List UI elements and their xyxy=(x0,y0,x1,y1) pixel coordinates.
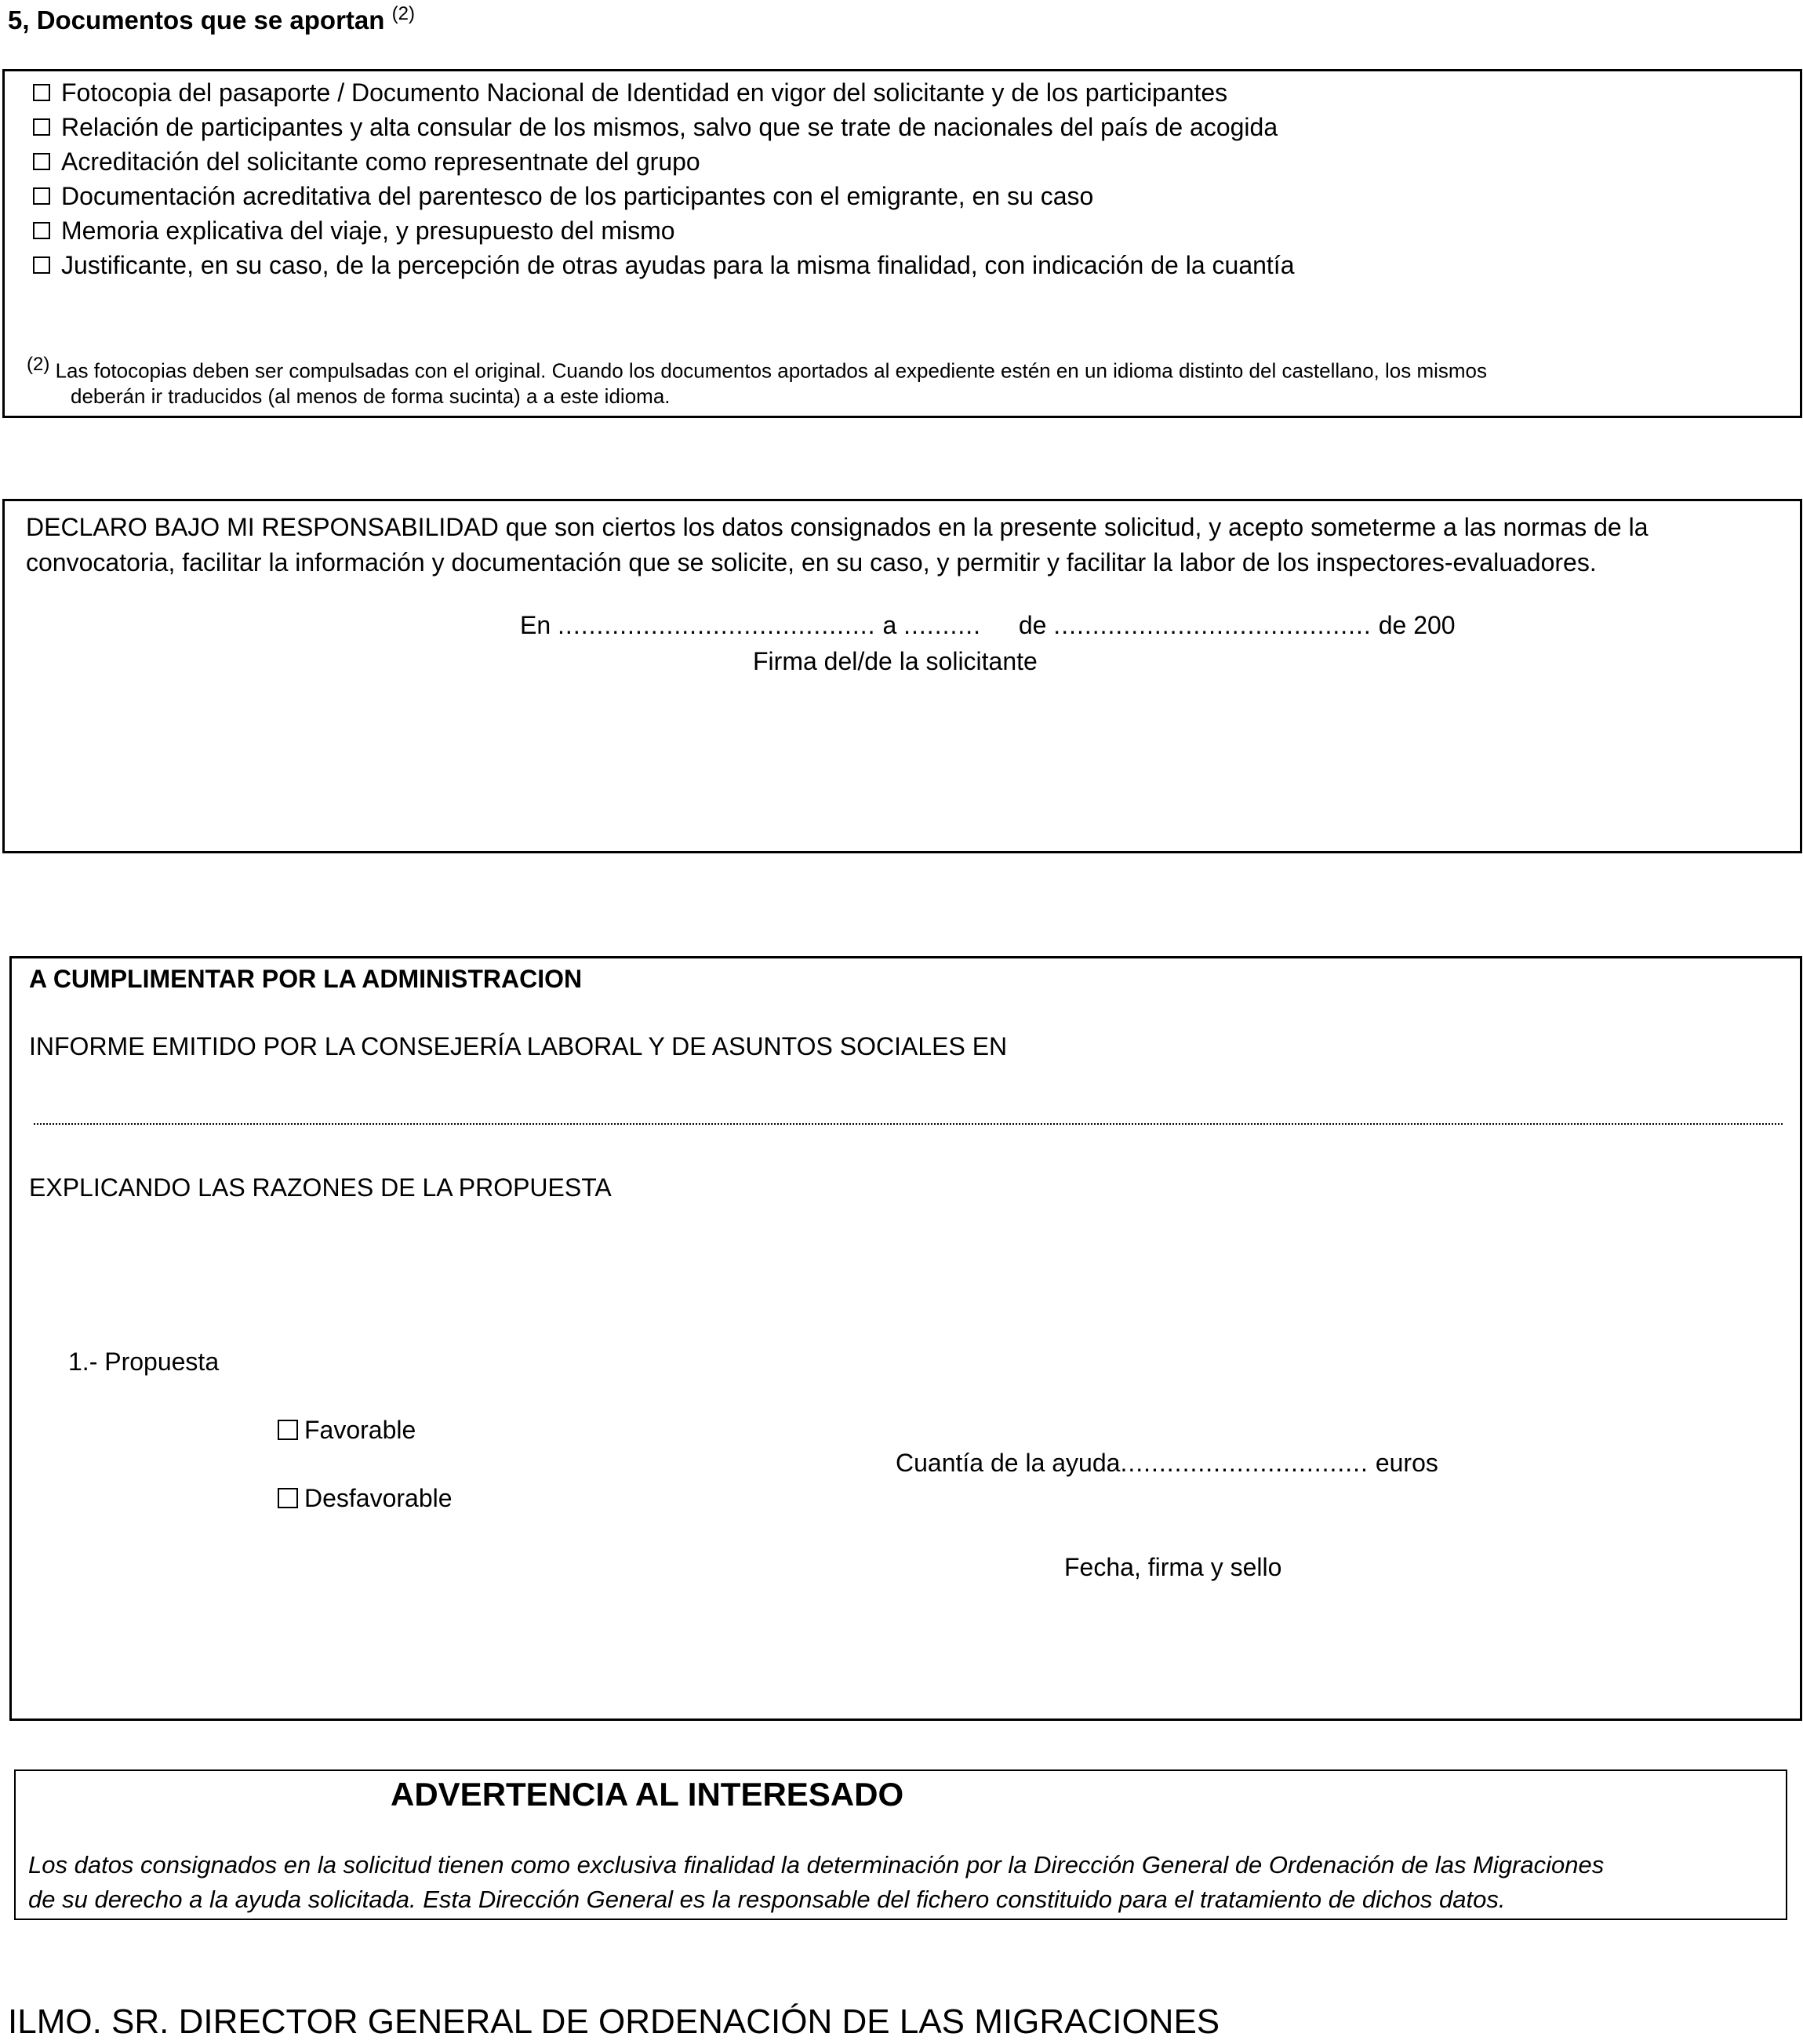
checkbox[interactable] xyxy=(33,256,50,274)
date-place-line xyxy=(520,607,1456,643)
day-label: a xyxy=(882,611,897,639)
footnote-text-1: Las fotocopias deben ser compulsadas con el original. Cuando los documentos aportados al expediente estén en un idioma distinto del castellano, los mismos xyxy=(55,358,1488,383)
documents-box xyxy=(2,69,1802,418)
amount-unit: euros xyxy=(1375,1449,1438,1477)
footnote xyxy=(27,350,1487,411)
checkbox[interactable] xyxy=(33,187,50,205)
document-item-label: Memoria explicativa del viaje, y presupuesto del mismo xyxy=(61,216,675,245)
checkbox[interactable] xyxy=(33,222,50,239)
sign-label: Fecha, firma y sello xyxy=(1064,1553,1282,1581)
unfavorable-checkbox[interactable] xyxy=(278,1488,298,1508)
reasons-label: EXPLICANDO LAS RAZONES DE LA PROPUESTA xyxy=(29,1173,612,1202)
unfavorable-label: Desfavorable xyxy=(304,1484,453,1512)
unfavorable-option[interactable] xyxy=(278,1480,453,1516)
place-label: En xyxy=(520,611,551,639)
footnote-ref: (2) xyxy=(27,354,50,375)
document-item xyxy=(33,213,675,248)
place-field[interactable]: ......................................... xyxy=(558,611,876,639)
declaration-line-1: DECLARO BAJO MI RESPONSABILIDAD que son ciertos los datos consignados en la presente solicitud, y acepto someterme a las normas de la xyxy=(26,513,1649,541)
month-field[interactable]: ......................................... xyxy=(1053,611,1372,639)
warning-line-1: Los datos consignados en la solicitud tienen como exclusiva finalidad la determinación por la Dirección General de Ordenación de las Migraciones xyxy=(28,1851,1605,1879)
documents-title-text: 5, Documentos que se aportan xyxy=(8,5,385,35)
document-item xyxy=(33,75,1227,110)
signature-area[interactable] xyxy=(240,689,1573,838)
favorable-label: Favorable xyxy=(304,1416,416,1444)
checkbox[interactable] xyxy=(33,118,50,136)
footnote-line-2: deberán ir traducidos (al menos de forma sucinta) a a este idioma. xyxy=(71,384,671,408)
document-item xyxy=(33,144,700,179)
report-dotted-line[interactable] xyxy=(34,1123,1783,1125)
amount-line xyxy=(896,1445,1438,1481)
signature-label: Firma del/de la solicitante xyxy=(753,647,1038,675)
document-item-label: Justificante, en su caso, de la percepción de otras ayudas para la misma finalidad, con indicación de la cuantía xyxy=(61,251,1295,279)
warning-text xyxy=(28,1848,1604,1917)
amount-label: Cuantía de la ayuda xyxy=(896,1449,1121,1477)
addressee: ILMO. SR. DIRECTOR GENERAL DE ORDENACIÓN DE LAS MIGRACIONES xyxy=(8,2002,1220,2041)
document-item xyxy=(33,179,1093,213)
favorable-option[interactable] xyxy=(278,1412,416,1448)
documents-title-ref: (2) xyxy=(391,3,415,24)
amount-field[interactable]: ................................ xyxy=(1120,1449,1369,1477)
year-label: de 200 xyxy=(1378,611,1456,639)
checkbox[interactable] xyxy=(33,84,50,101)
proposal-label: 1.- Propuesta xyxy=(68,1348,220,1376)
administration-title: A CUMPLIMENTAR POR LA ADMINISTRACION xyxy=(29,965,583,993)
footnote-line-1 xyxy=(27,350,1487,386)
month-label: de xyxy=(1018,611,1047,639)
document-item xyxy=(33,110,1278,144)
report-label: INFORME EMITIDO POR LA CONSEJERÍA LABORAL Y DE ASUNTOS SOCIALES EN xyxy=(29,1032,1008,1060)
document-item-label: Fotocopia del pasaporte / Documento Nacional de Identidad en vigor del solicitante y de los participantes xyxy=(61,78,1228,107)
document-item-label: Acreditación del solicitante como representnate del grupo xyxy=(61,147,700,176)
declaration-line-2: convocatoria, facilitar la información y documentación que se solicite, en su caso, y permitir y facilitar la labor de los inspectores-evaluadores. xyxy=(26,548,1597,576)
warning-title: ADVERTENCIA AL INTERESADO xyxy=(391,1776,904,1813)
checkbox[interactable] xyxy=(33,153,50,170)
document-item-label: Documentación acreditativa del parentesco de los participantes con el emigrante, en su caso xyxy=(61,182,1094,210)
documents-section-title xyxy=(8,3,415,35)
day-field[interactable]: .......... xyxy=(903,611,982,639)
document-item-label: Relación de participantes y alta consular de los mismos, salvo que se trate de nacionales del país de acogida xyxy=(61,113,1278,141)
warning-line-2: de su derecho a la ayuda solicitada. Esta Dirección General es la responsable del fichero constituido para el tratamiento de dichos datos. xyxy=(28,1886,1506,1913)
warning-box xyxy=(14,1769,1787,1920)
document-item xyxy=(33,248,1294,282)
favorable-checkbox[interactable] xyxy=(278,1420,298,1440)
administration-box xyxy=(9,956,1802,1721)
declaration-box xyxy=(2,499,1802,853)
